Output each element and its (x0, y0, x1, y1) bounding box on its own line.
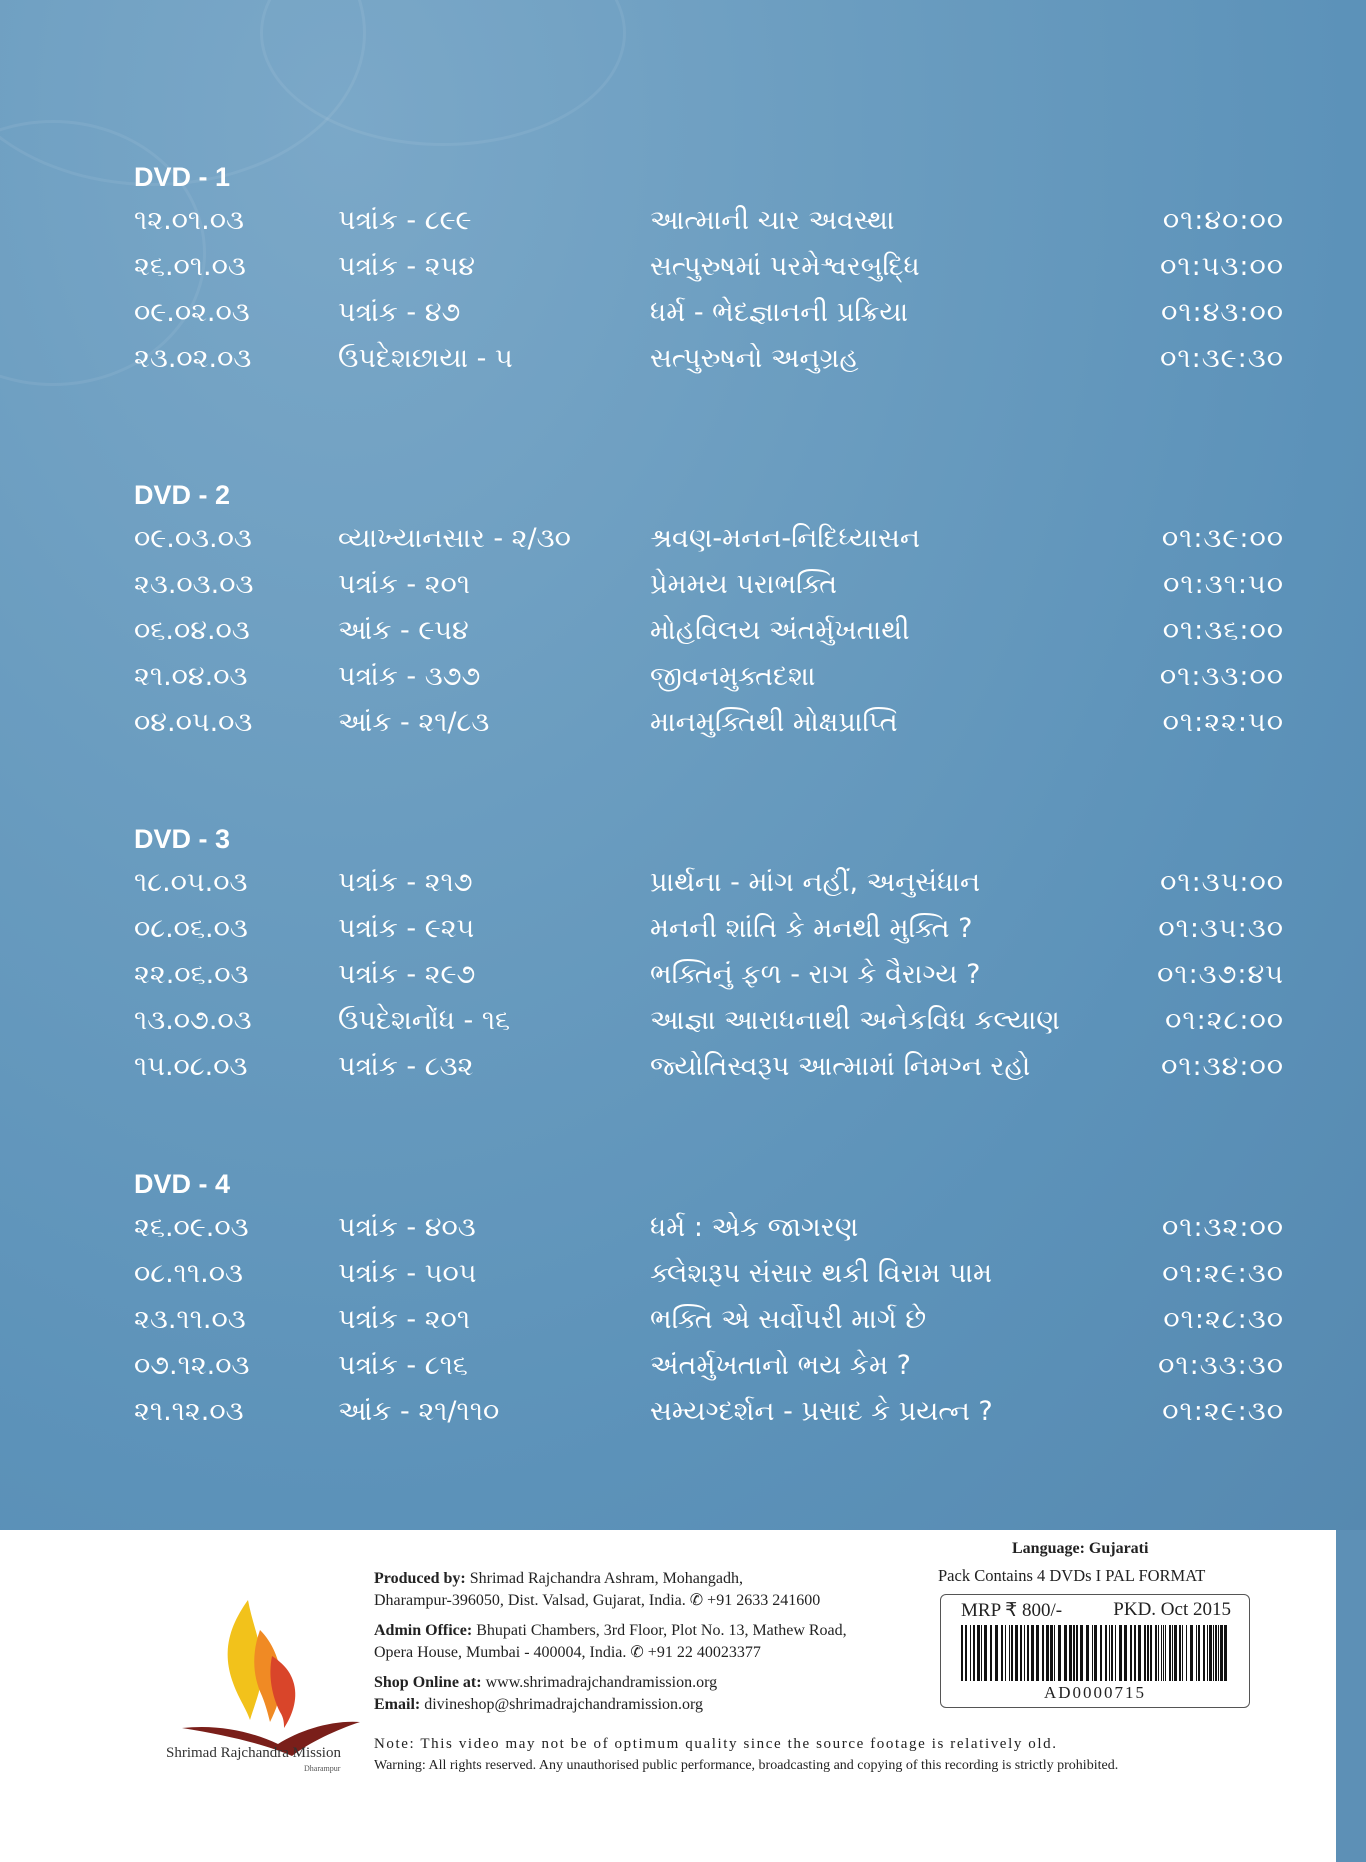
discourse-reference: ઉપદેશનોંધ - ૧૬ (338, 1005, 511, 1036)
barcode-bar (1224, 1625, 1227, 1681)
discourse-date: ૧૮.૦૫.૦૩ (134, 867, 248, 898)
barcode-bar (1130, 1625, 1132, 1681)
dvd-title: DVD - 2 (134, 480, 231, 510)
barcode-bar (1100, 1625, 1102, 1681)
discourse-date: ૨૧.૦૪.૦૩ (134, 661, 248, 692)
barcode-bar (970, 1625, 971, 1681)
discourse-title: પ્રાર્થના - માંગ નહીં, અનુસંધાન (650, 867, 981, 898)
discourse-reference: ઉપદેશછાયા - ૫ (338, 343, 513, 374)
logo-subtitle: Dharampur (304, 1764, 341, 1773)
discourse-title: માનમુક્તિથી મોક્ષપ્રાપ્તિ (650, 707, 898, 738)
discourse-row (134, 198, 1284, 244)
discourse-row (134, 998, 1284, 1044)
discourse-duration: ૦૧:૪૩:૦૦ (1161, 297, 1284, 328)
barcode-bar (1158, 1625, 1159, 1681)
barcode-bar (1115, 1625, 1116, 1681)
discourse-title: અંતર્મુખતાનો ભય કેમ ? (650, 1350, 911, 1381)
barcode-number: AD0000715 (1043, 1683, 1147, 1702)
discourse-duration: ૦૧:૨૨:૫૦ (1162, 707, 1284, 738)
barcode-bar (1220, 1625, 1223, 1681)
discourse-title: સમ્યગ્દર્શન - પ્રસાદ કે પ્રયત્ન ? (650, 1396, 993, 1427)
barcode-bar (1134, 1625, 1136, 1681)
price-label-box (940, 1594, 1250, 1708)
discourse-row (134, 290, 1284, 336)
discourse-duration: ૦૧:૪૦:૦૦ (1162, 205, 1284, 236)
discourse-duration: ૦૧:૩૫:૦૦ (1160, 867, 1284, 898)
barcode-bar (973, 1625, 975, 1681)
produced-by-address: Shrimad Rajchandra Ashram, Mohangadh, (469, 1570, 743, 1587)
discourse-row (134, 860, 1284, 906)
barcode-bar (1111, 1625, 1113, 1681)
discourse-date: ૨૧.૧૨.૦૩ (134, 1396, 244, 1427)
barcode-bar (1150, 1625, 1152, 1681)
discourse-date: ૦૬.૦૪.૦૩ (134, 615, 250, 646)
discourse-row (134, 952, 1284, 998)
discourse-duration: ૦૧:૩૫:૩૦ (1158, 913, 1284, 944)
flame-logo-icon (160, 1580, 370, 1760)
barcode-bar (961, 1625, 963, 1681)
barcode-bar (1124, 1625, 1127, 1681)
barcode-bar (1144, 1625, 1146, 1681)
discourse-date: ૨૨.૦૬.૦૩ (134, 959, 249, 990)
barcode-bar (1138, 1625, 1141, 1681)
produced-by-label: Produced by: (374, 1570, 466, 1587)
discourse-title: પ્રેમમય પરાભક્તિ (650, 569, 838, 600)
barcode-bar (1027, 1625, 1029, 1681)
discourse-row (134, 516, 1284, 562)
discourse-reference: પત્રાંક - ૨૯૭ (338, 959, 476, 990)
discourse-duration: ૦૧:૨૮:૦૦ (1165, 1005, 1284, 1036)
barcode-bar (1169, 1625, 1171, 1681)
discourse-date: ૨૬.૦૧.૦૩ (134, 251, 246, 282)
barcode-bar (1147, 1625, 1149, 1681)
discourse-row (134, 1343, 1284, 1389)
barcode-bar (981, 1625, 982, 1681)
barcode-bar (1209, 1625, 1212, 1681)
barcode-bar (1080, 1625, 1083, 1681)
barcode-bar (1086, 1625, 1089, 1681)
discourse-reference: આંક - ૯૫૪ (338, 615, 469, 646)
discourse-duration: ૦૧:૨૯:૩૦ (1162, 1396, 1284, 1427)
discourse-duration: ૦૧:૨૯:૩૦ (1162, 1258, 1284, 1289)
discourse-row (134, 608, 1284, 654)
admin-office-address: Bhupati Chambers, 3rd Floor, Plot No. 13, Mathew Road, (476, 1622, 847, 1639)
barcode-bar (1036, 1625, 1039, 1681)
shop-online-url[interactable]: www.shrimadrajchandramission.org (485, 1674, 718, 1691)
discourse-date: ૦૯.૦૩.૦૩ (134, 523, 252, 554)
discourse-title: મોહવિલય અંતર્મુખતાથી (650, 615, 910, 646)
discourse-row (134, 1044, 1284, 1090)
barcode-bar (1064, 1625, 1067, 1681)
discourse-title: મનની શાંતિ કે મનથી મુક્તિ ? (650, 913, 973, 944)
barcode-bar (1001, 1625, 1003, 1681)
discourse-duration: ૦૧:૩૧:૫૦ (1163, 569, 1284, 600)
barcode-bar (984, 1625, 987, 1681)
barcode-bar (1182, 1625, 1183, 1681)
discourse-row (134, 654, 1284, 700)
dvd-section (134, 1167, 1284, 1435)
barcode-bar (1161, 1625, 1162, 1681)
discourse-reference: પત્રાંક - ૫૦૫ (338, 1258, 477, 1289)
discourse-row (134, 336, 1284, 382)
discourse-reference: પત્રાંક - ૨૦૧ (338, 1304, 471, 1335)
language-label: Language: Gujarati (1012, 1540, 1149, 1557)
discourse-reference: પત્રાંક - ૯૨૫ (338, 913, 475, 944)
discourse-date: ૦૮.૦૬.૦૩ (134, 913, 248, 944)
email-label: Email: (374, 1696, 421, 1713)
barcode-bar (1198, 1625, 1200, 1681)
barcode-bar (1058, 1625, 1061, 1681)
discourse-title: જીવનમુક્તદશા (650, 661, 816, 692)
discourse-row (134, 1297, 1284, 1343)
discourse-duration: ૦૧:૩૪:૦૦ (1161, 1051, 1284, 1082)
email-address[interactable]: divineshop@shrimadrajchandramission.org (424, 1696, 704, 1713)
discourse-reference: પત્રાંક - ૪૭ (338, 297, 461, 328)
discourse-date: ૨૩.૦૨.૦૩ (134, 343, 252, 374)
barcode-bar (1042, 1625, 1044, 1681)
email-line (374, 1694, 703, 1716)
discourse-duration: ૦૧:૩૩:૦૦ (1159, 661, 1284, 692)
barcode-bar (1015, 1625, 1018, 1681)
barcode-bar (1073, 1625, 1075, 1681)
barcode-bar (1172, 1625, 1173, 1681)
discourse-reference: પત્રાંક - ૮૯૯ (338, 205, 472, 236)
discourse-date: ૦૭.૧૨.૦૩ (134, 1350, 250, 1381)
discourse-row (134, 906, 1284, 952)
barcode-bar (1155, 1625, 1157, 1681)
barcode-bar (1203, 1625, 1205, 1681)
discourse-reference: વ્યાખ્યાનસાર - ૨/૩૦ (338, 523, 571, 554)
discourse-row (134, 1251, 1284, 1297)
dvd-title: DVD - 3 (134, 824, 231, 854)
barcode-bar (1186, 1625, 1187, 1681)
barcode-bar (1011, 1625, 1013, 1681)
quality-note: Note: This video may not be of optimum quality since the source footage is relatively old. (374, 1736, 1058, 1752)
discourse-row (134, 1389, 1284, 1435)
discourse-reference: પત્રાંક - ૮૩૨ (338, 1051, 474, 1082)
discourse-title: ભક્તિ એ સર્વોપરી માર્ગ છે (650, 1304, 927, 1335)
shop-online-label: Shop Online at: (374, 1674, 482, 1691)
discourse-title: ક્લેશરૂપ સંસાર થકી વિરામ પામ (650, 1258, 993, 1289)
barcode-bar (1031, 1625, 1034, 1681)
discourse-date: ૦૮.૧૧.૦૩ (134, 1258, 243, 1289)
barcode-bar (1092, 1625, 1093, 1681)
barcode-bar (995, 1625, 998, 1681)
dvd-section (134, 478, 1284, 746)
admin-office-line1 (374, 1620, 847, 1642)
copyright-warning: Warning: All rights reserved. Any unauthorised public performance, broadcasting and copying of this recording is strictly prohibited. (374, 1758, 1119, 1773)
admin-office-line2: Opera House, Mumbai - 400004, India. ✆ +91 22 40023377 (374, 1644, 761, 1661)
pack-contents: Pack Contains 4 DVDs I PAL FORMAT (938, 1566, 1206, 1585)
shop-online-line (374, 1672, 717, 1694)
discourse-date: ૨૬.૦૯.૦૩ (134, 1212, 249, 1243)
barcode-bar (965, 1625, 967, 1681)
discourse-date: ૧૫.૦૮.૦૩ (134, 1051, 248, 1082)
barcode-bar (1207, 1625, 1208, 1681)
discourse-reference: પત્રાંક - ૨૫૪ (338, 251, 476, 282)
discourse-title: ધર્મ : એક જાગરણ (650, 1212, 859, 1243)
barcode-bar (1009, 1625, 1010, 1681)
packed-date: PKD. Oct 2015 (1113, 1599, 1231, 1620)
discourse-title: ભક્તિનું ફળ - રાગ કે વૈરાગ્ય ? (650, 959, 981, 990)
discourse-reference: પત્રાંક - ૩૭૭ (338, 661, 481, 692)
discourse-title: સત્પુરુષમાં પરમેશ્વરબુદ્ધિ (650, 251, 920, 282)
barcode-bar (1069, 1625, 1072, 1681)
barcode-bar (1174, 1625, 1177, 1681)
mrp-price: MRP ₹ 800/- (961, 1600, 1063, 1621)
barcode-bar (1163, 1625, 1164, 1681)
discourse-duration: ૦૧:૩૩:૩૦ (1158, 1350, 1284, 1381)
barcode-bar (1024, 1625, 1025, 1681)
discourse-date: ૦૯.૦૨.૦૩ (134, 297, 250, 328)
admin-office-label: Admin Office: (374, 1622, 473, 1639)
discourse-duration: ૦૧:૩૭:૪૫ (1157, 959, 1284, 990)
dvd-section (134, 822, 1284, 1090)
barcode-bar (1094, 1625, 1097, 1681)
dvd-title: DVD - 1 (134, 162, 231, 192)
discourse-date: ૨૩.૧૧.૦૩ (134, 1304, 246, 1335)
discourse-reference: પત્રાંક - ૨૧૭ (338, 867, 473, 898)
produced-by-line1 (374, 1568, 743, 1590)
barcode-bar (990, 1625, 992, 1681)
barcode-bar (1215, 1625, 1217, 1681)
discourse-row (134, 562, 1284, 608)
discourse-date: ૦૪.૦૫.૦૩ (134, 707, 253, 738)
discourse-row (134, 1205, 1284, 1251)
produced-by-line2: Dharampur-396050, Dist. Valsad, Gujarat, India. ✆ +91 2633 241600 (374, 1592, 821, 1609)
dvd-section (134, 160, 1284, 382)
discourse-title: જ્યોતિસ્વરૂપ આત્મામાં નિમગ્ન રહો (650, 1051, 1031, 1082)
barcode-bar (1190, 1625, 1193, 1681)
discourse-reference: પત્રાંક - ૮૧૬ (338, 1350, 468, 1381)
barcode-bar (1165, 1625, 1166, 1681)
dvd-title: DVD - 4 (134, 1169, 231, 1199)
barcode-bar (977, 1625, 980, 1681)
barcode-bar (1109, 1625, 1110, 1681)
discourse-duration: ૦૧:૩૬:૦૦ (1162, 615, 1284, 646)
discourse-reference: આંક - ૨૧/૮૩ (338, 707, 490, 738)
discourse-duration: ૦૧:૫૩:૦૦ (1160, 251, 1284, 282)
discourse-date: ૧૩.૦૭.૦૩ (134, 1005, 252, 1036)
discourse-duration: ૦૧:૩૨:૦૦ (1161, 1212, 1284, 1243)
barcode-bar (1179, 1625, 1181, 1681)
barcode-bar (1046, 1625, 1049, 1681)
discourse-title: ધર્મ - ભેદજ્ઞાનની પ્રક્રિયા (650, 297, 909, 328)
edge-strip (1336, 1530, 1366, 1862)
barcode-bar (1076, 1625, 1078, 1681)
discourse-title: આત્માની ચાર અવસ્થા (650, 205, 895, 236)
discourse-title: આજ્ઞા આરાધનાથી અનેકવિધ કલ્યાણ (650, 1005, 1060, 1036)
discourse-row (134, 244, 1284, 290)
discourse-duration: ૦૧:૩૯:૩૦ (1160, 343, 1284, 374)
discourse-row (134, 700, 1284, 746)
barcode-bar (1054, 1625, 1055, 1681)
discourse-title: સત્પુરુષનો અનુગ્રહ (650, 343, 859, 374)
discourse-duration: ૦૧:૨૮:૩૦ (1163, 1304, 1284, 1335)
barcode-bar (1020, 1625, 1022, 1681)
logo-name: Shrimad Rajchandra Mission (166, 1745, 341, 1761)
discourse-date: ૨૩.૦૩.૦૩ (134, 569, 254, 600)
barcode-bar (1196, 1625, 1197, 1681)
barcode-bar (1105, 1625, 1107, 1681)
barcode-bar (1213, 1625, 1214, 1681)
discourse-reference: આંક - ૨૧/૧૧૦ (338, 1396, 500, 1427)
barcode-icon (959, 1625, 1231, 1681)
discourse-duration: ૦૧:૩૯:૦૦ (1161, 523, 1284, 554)
discourse-reference: પત્રાંક - ૪૦૩ (338, 1212, 476, 1243)
discourse-reference: પત્રાંક - ૨૦૧ (338, 569, 471, 600)
discourse-date: ૧૨.૦૧.૦૩ (134, 205, 244, 236)
barcode-bar (1005, 1625, 1006, 1681)
barcode-bar (1119, 1625, 1122, 1681)
barcode-bar (1218, 1625, 1219, 1681)
discourse-title: શ્રવણ-મનન-નિદિધ્યાસન (650, 523, 920, 554)
barcode-bar (1050, 1625, 1053, 1681)
footer-panel (0, 1530, 1336, 1862)
